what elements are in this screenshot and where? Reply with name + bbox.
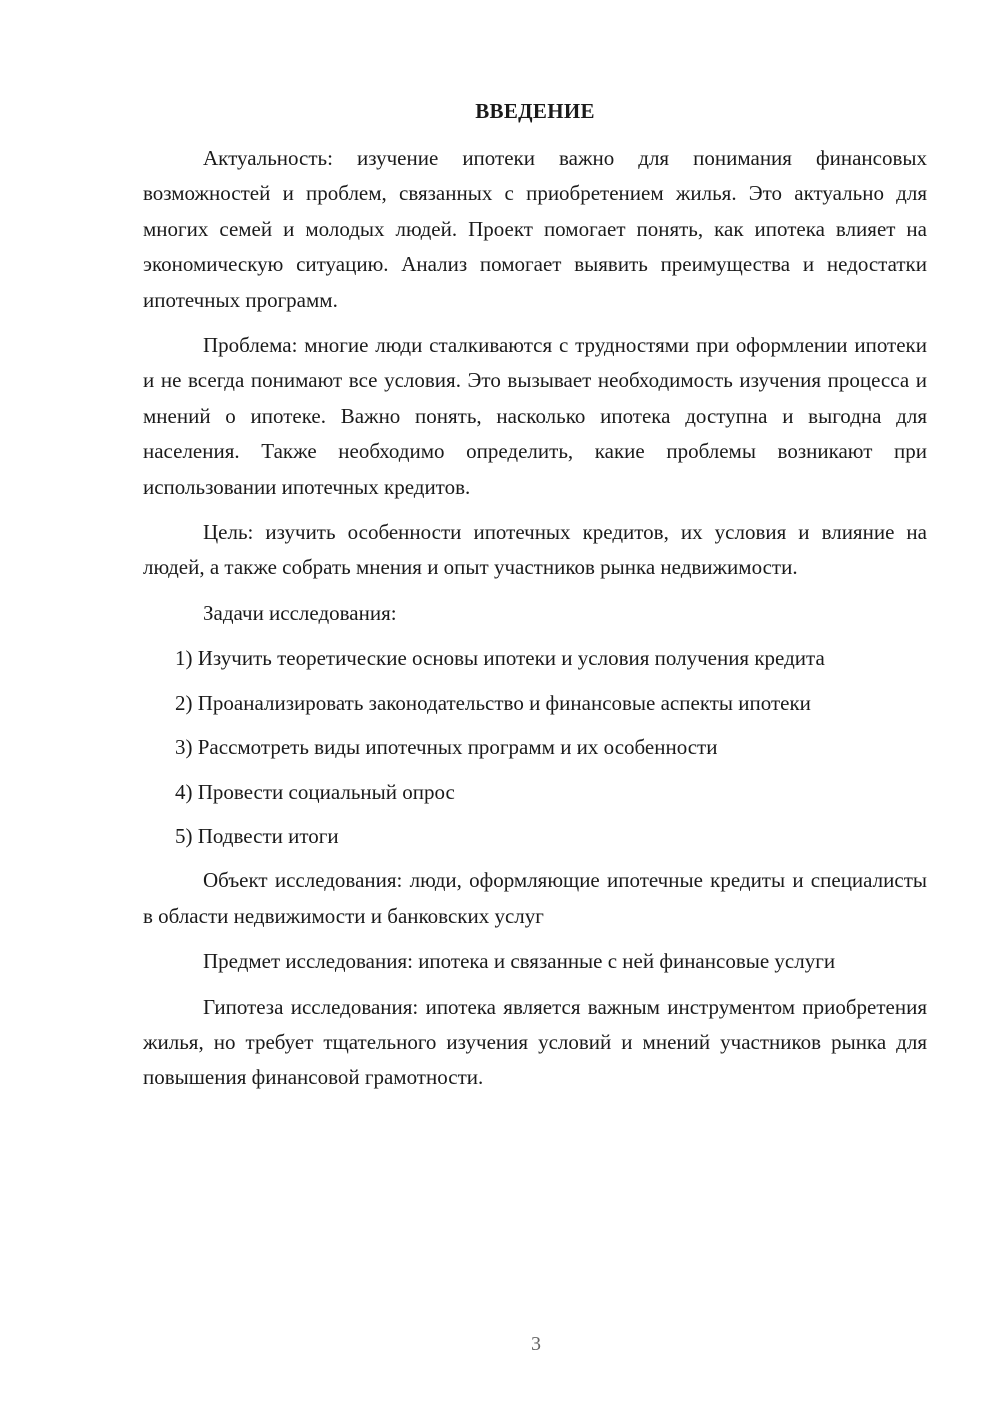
task-item: 5) Подвести итоги <box>175 823 339 848</box>
problem-paragraph: Проблема: многие люди сталкиваются с трудностями при оформлении ипотеки и не всегда понимают все условия. Это вызывает необходимость изучения процесса и мнений о ипотеке. Важно понять, насколько ипотека доступна и выгодна для населения. Также необходимо определить, какие проблемы возникают при использовании ипотечных кредитов. <box>143 333 927 499</box>
page-number: 3 <box>531 1333 541 1355</box>
relevance-paragraph: Актуальность: изучение ипотеки важно для понимания финансовых возможностей и проблем, связанных с приобретением жилья. Это актуально для многих семей и молодых людей. Проект помогает понять, как ипотека влияет на экономическую ситуацию. Анализ помогает выявить преимущества и недостатки ипотечных программ. <box>143 146 927 312</box>
task-item: 2) Проанализировать законодательство и финансовые аспекты ипотеки <box>175 690 811 715</box>
document-body <box>143 95 927 1106</box>
task-item: 3) Рассмотреть виды ипотечных программ и их особенности <box>175 735 718 760</box>
subject-paragraph: Предмет исследования: ипотека и связанные с ней финансовые услуги <box>203 949 836 974</box>
hypothesis-paragraph: Гипотеза исследования: ипотека является важным инструментом приобретения жилья, но требует тщательного изучения условий и мнений участников рынка для повышения финансовой грамотности. <box>143 994 927 1090</box>
goal-paragraph: Цель: изучить особенности ипотечных кредитов, их условия и влияние на людей, а также собрать мнения и опыт участников рынка недвижимости. <box>143 520 927 580</box>
tasks-list <box>143 641 927 854</box>
object-paragraph: Объект исследования: люди, оформляющие ипотечные кредиты и специалисты в области недвижимости и банковских услуг <box>143 868 927 928</box>
task-item: 4) Провести социальный опрос <box>175 779 455 804</box>
tasks-heading: Задачи исследования: <box>203 600 397 625</box>
task-item: 1) Изучить теоретические основы ипотеки и условия получения кредита <box>175 646 825 671</box>
page-title: ВВЕДЕНИЕ <box>475 99 595 123</box>
